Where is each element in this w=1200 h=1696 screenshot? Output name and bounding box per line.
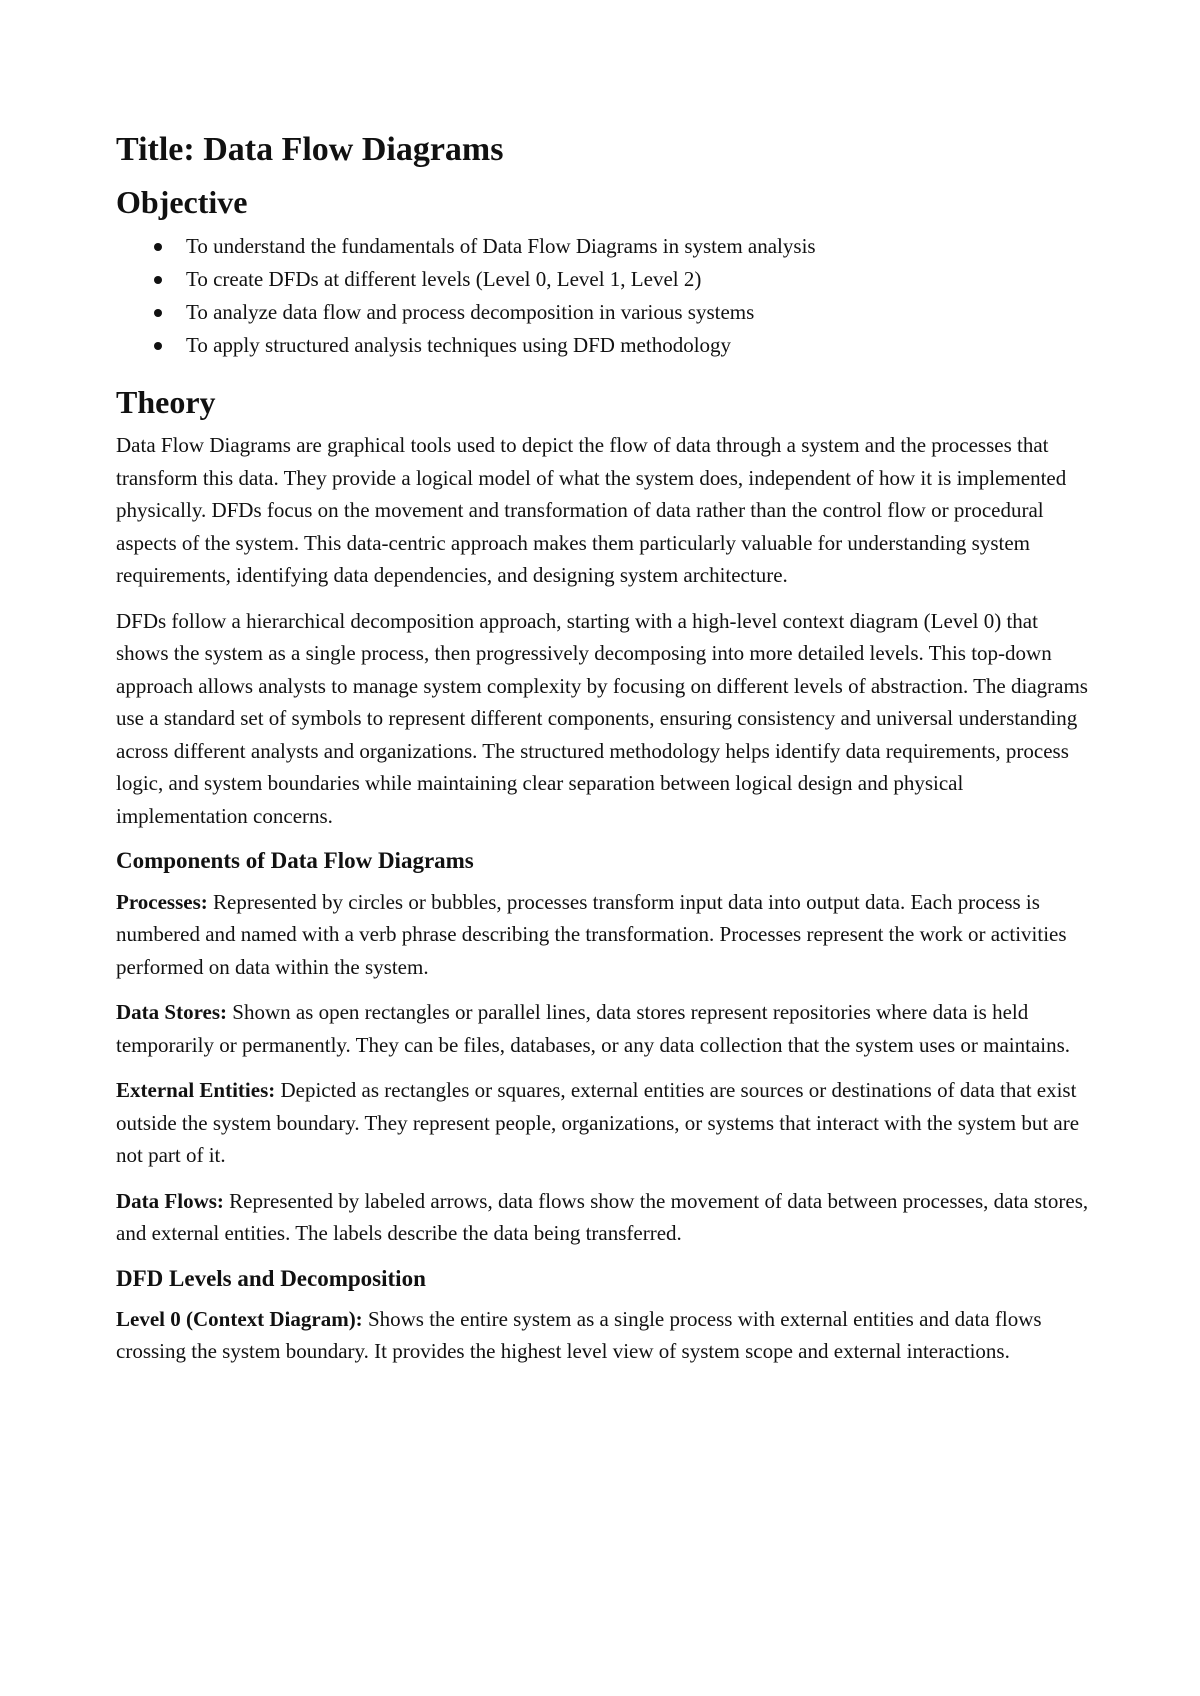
document-page [116, 128, 1091, 1381]
bullet-icon [154, 342, 162, 350]
objective-list [116, 230, 1091, 362]
component-description: Represented by circles or bubbles, processes transform input data into output data. Each process is numbered and named with a verb phrase describing the transformation. Processes represent the work or activities performed on data within the system. [116, 889, 1067, 979]
components-heading: Components of Data Flow Diagrams [116, 848, 474, 874]
bullet-icon [154, 243, 162, 251]
list-item-text: To understand the fundamentals of Data Flow Diagrams in system analysis [186, 233, 816, 258]
component-term: Processes: [116, 889, 208, 914]
level-description: Shows the entire system as a single process with external entities and data flows crossing the system boundary. It provides the highest level view of system scope and external interactions. [116, 1306, 1042, 1364]
component-description: Represented by labeled arrows, data flows show the movement of data between processes, data stores, and external entities. The labels describe the data being transferred. [116, 1188, 1089, 1246]
theory-heading: Theory [116, 383, 216, 420]
component-external-entities [116, 1074, 1091, 1172]
component-description: Depicted as rectangles or squares, external entities are sources or destinations of data that exist outside the system boundary. They represent people, organizations, or systems that interact with the system but are not part of it. [116, 1078, 1080, 1168]
component-description: Shown as open rectangles or parallel lines, data stores represent repositories where data is held temporarily or permanently. They can be files, databases, or any data collection that the system uses or maintains. [116, 1000, 1071, 1057]
page-title: Title: Data Flow Diagrams [116, 131, 504, 168]
list-item-text: To create DFDs at different levels (Level 0, Level 1, Level 2) [186, 266, 702, 291]
levels-heading: DFD Levels and Decomposition [116, 1265, 426, 1291]
component-term: Data Stores: [116, 1000, 228, 1025]
list-item [186, 263, 1091, 296]
bullet-icon [154, 309, 162, 317]
component-data-stores [116, 996, 1091, 1061]
theory-paragraph: Data Flow Diagrams are graphical tools used to depict the flow of data through a system and the processes that transform this data. They provide a logical model of what the system does, independent of how it is implemented physically. DFDs focus on the movement and transformation of data rather than the control flow or procedural aspects of the system. This data-centric approach makes them particularly valuable for understanding system requirements, identifying data dependencies, and designing system architecture. [116, 433, 1067, 588]
list-item-text: To apply structured analysis techniques using DFD methodology [186, 332, 732, 357]
objective-heading: Objective [116, 184, 248, 221]
list-item [186, 230, 1091, 263]
bullet-icon [154, 276, 162, 284]
component-term: External Entities: [116, 1078, 276, 1103]
component-processes [116, 886, 1091, 984]
component-data-flows [116, 1185, 1091, 1250]
level-0-description [116, 1303, 1091, 1368]
component-term: Data Flows: [116, 1188, 224, 1213]
list-item [186, 329, 1091, 362]
list-item [186, 296, 1091, 329]
list-item-text: To analyze data flow and process decomposition in various systems [186, 299, 755, 324]
level-term: Level 0 (Context Diagram): [116, 1306, 363, 1331]
theory-paragraph: DFDs follow a hierarchical decomposition approach, starting with a high-level context diagram (Level 0) that shows the system as a single process, then progressively decomposing into more detailed levels. This top-down approach allows analysts to manage system complexity by focusing on different levels of abstraction. The diagrams use a standard set of symbols to represent different components, ensuring consistency and universal understanding across different analysts and organizations. The structured methodology helps identify data requirements, process logic, and system boundaries while maintaining clear separation between logical design and physical implementation concerns. [116, 608, 1088, 828]
